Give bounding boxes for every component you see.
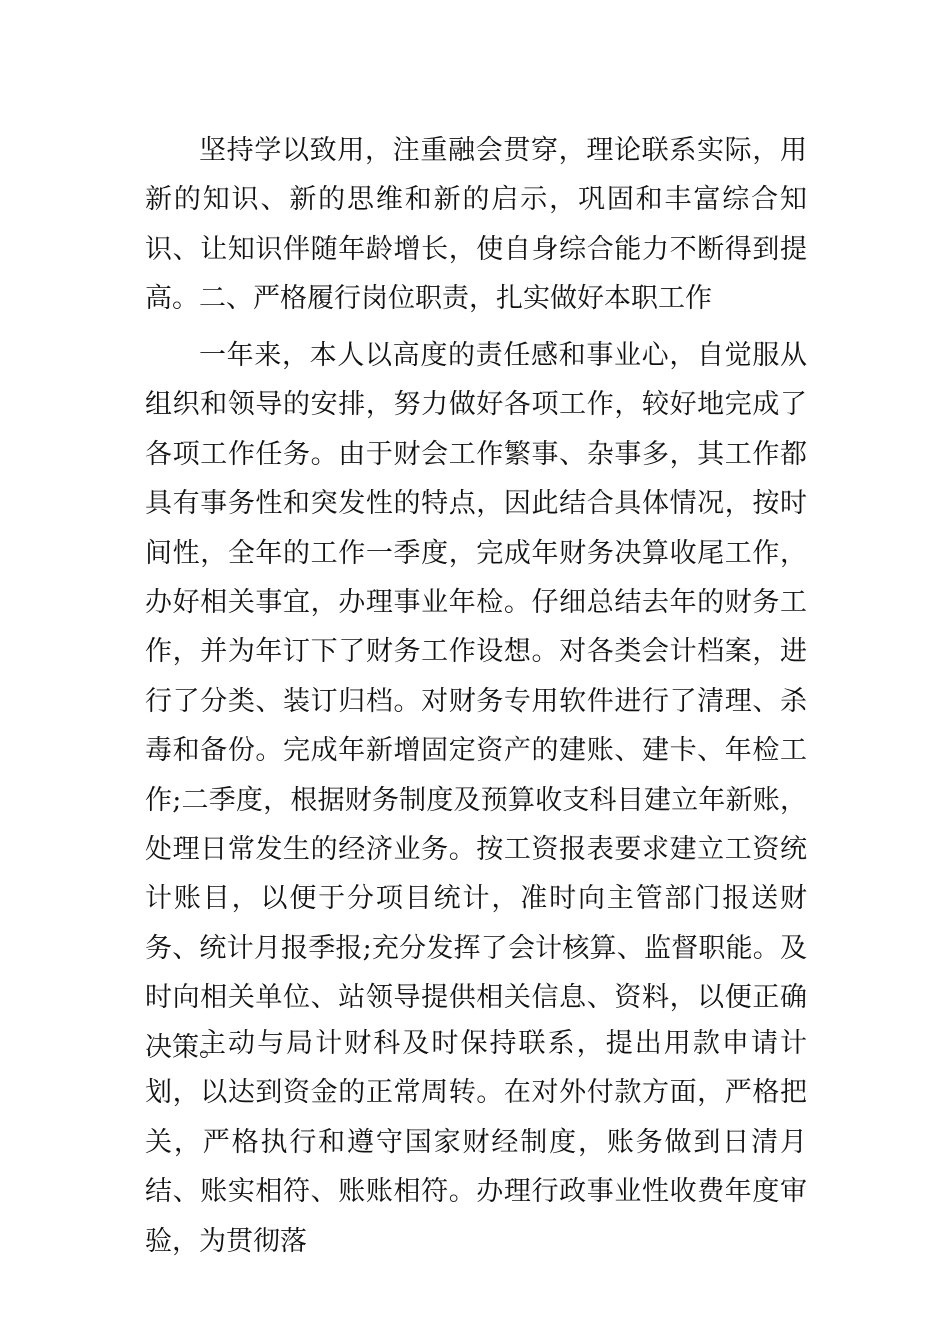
section-heading-duties: 二、严格履行岗位职责，扎实做好本职工作 xyxy=(199,283,712,314)
paragraph-annual-work: 一年来，本人以高度的责任感和事业心，自觉服从组织和领导的安排，努力做好各项工作，较好地完成了各项工作任务。由于财会工作繁事、杂事多，其工作都具有事务性和突发性的特点，因此结合具体情况，按时间性，全年的工作一季度，完成年财务决算收尾工作，办好相关事宜，办理事业年检。仔细总结去年的财务工作，并为年订下了财务工作设想。对各类会计档案，进行了分类、装订归档。对财务专用软件进行了清理、杀毒和备份。完成年新增固定资产的建账、建卡、年检工作;二季度，根据财务制度及预算收支科目建立年新账，处理日常发生的经济业务。按工资报表要求建立工资统计账目，以便于分项目统计，准时向主管部门报送财务、统计月报季报;充分发挥了会计核算、监督职能。及时向相关单位、站领导提供相关信息、资料，以便正确决策。 xyxy=(145,340,807,1063)
paragraph-finance-contact: 主动与局计财科及时保持联系，提出用款申请计划，以达到资金的正常周转。在对外付款方面，严格把关，严格执行和遵守国家财经制度，账务做到日清月结、账实相符、账账相符。办理行政事业性收费年度审验，为贯彻落 xyxy=(145,1028,807,1257)
paragraph-study: 坚持学以致用，注重融会贯穿，理论联系实际，用新的知识、新的思维和新的启示，巩固和丰富综合知识、让知识伴随年龄增长，使自身综合能力不断得到提高。 xyxy=(145,135,807,315)
